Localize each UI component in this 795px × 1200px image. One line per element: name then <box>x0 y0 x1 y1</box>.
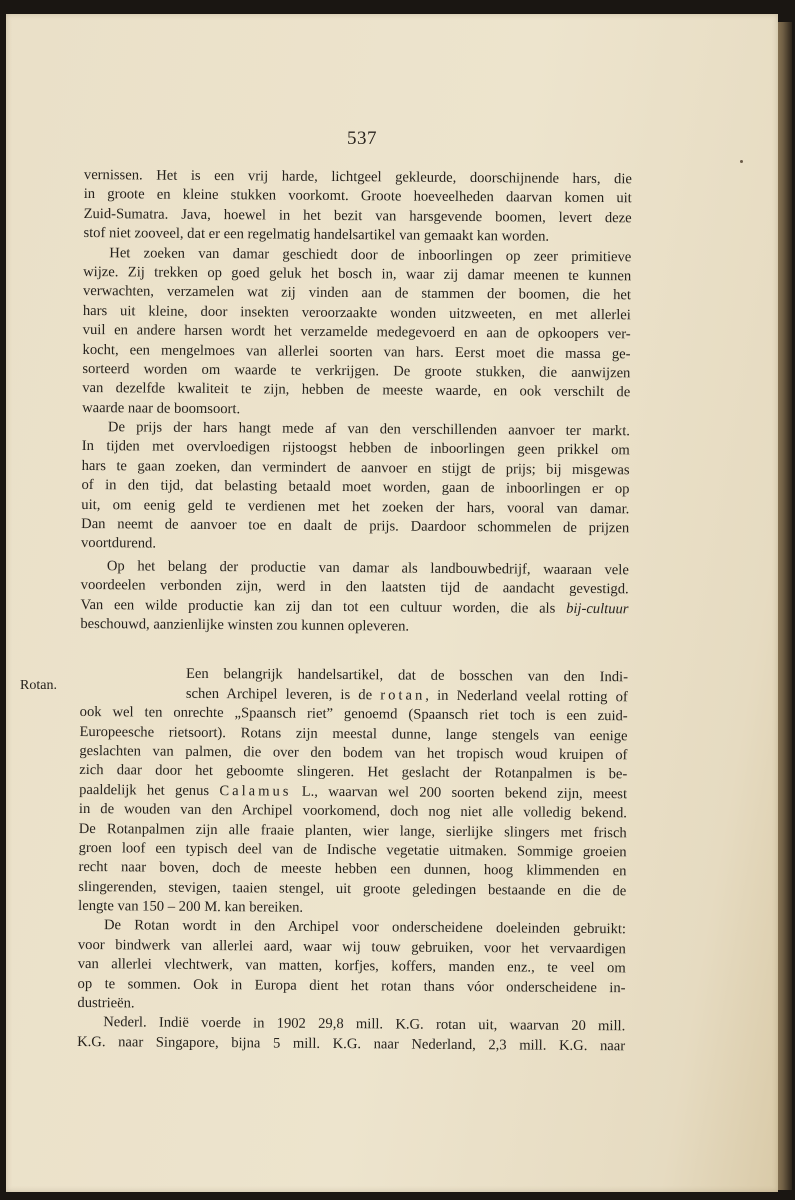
text-line: De Rotan wordt in den Archipel voor onderscheidene doeleinden gebruikt: <box>103 917 627 938</box>
text-line: op te sommen. Ook in Europa dient het rotan thans vóor onderscheidene in- <box>77 975 626 996</box>
text-line: Een belangrijk handelsartikel, dat de bosschen van den Indi- <box>185 666 629 686</box>
text-line: voordeelen verbonden zijn, werd in den laatsten tijd de aandacht gevestigd. <box>80 577 629 598</box>
text-line: lengte van 150 – 200 M. kan bereiken. <box>78 898 304 916</box>
text-line: van dezelfde kwaliteit te zijn, hebben de meeste waarde, en ook verschilt de <box>82 380 631 401</box>
text-line-with-spaced: schen Archipel leveren, is de rotan, in Nederland veelal rotting of <box>185 685 628 706</box>
margin-label-rotan: Rotan. <box>20 678 57 693</box>
paper-speck <box>740 160 743 163</box>
text-line: vuil en andere harsen wordt het verzamelde medegevoerd en aan de opkoopers ver- <box>82 322 631 343</box>
text-line: stof niet zooveel, dat er een regelmatig handelsartikel van gemaakt kan worden. <box>83 225 550 245</box>
text-line: K.G. naar Singapore, bijna 5 mill. K.G. naar Nederland, 2,3 mill. K.G. naar <box>77 1033 626 1055</box>
text-line: beschouwd, aanzienlijke winsten zou kunnen opleveren. <box>80 615 410 635</box>
text-line: groen loof een typisch deel van de Indische vegetatie uitmaken. Sommige groeien <box>78 839 627 861</box>
book-page <box>6 14 778 1192</box>
text-line: Het zoeken van damar geschiedt door de inboorlingen op zeer primitieve <box>109 244 632 265</box>
text-line: De Rotanpalmen zijn alle fraaie planten, wier lange, sierlijke slingers met frisch <box>78 820 627 841</box>
text-line: uit, om eenig geld te verdienen met het zoeken der hars, vooral van damar. <box>81 496 630 517</box>
spaced-term-rotan: rotan <box>380 687 426 704</box>
page-number: 537 <box>347 128 377 149</box>
text-line: Zuid-Sumatra. Java, hoewel in het bezit van harsgevende boomen, levert deze <box>83 205 632 227</box>
spaced-term-calamus: Calamus <box>219 782 292 800</box>
text-line: recht naar boven, doch de meeste hebben een dunnen, hoog klimmenden en <box>78 859 627 880</box>
text-line: kocht, een mengelmoes van allerlei soorten van hars. Eerst moet die massa ge- <box>82 341 631 362</box>
text-line: in de wouden van den Archipel voorkomend, doch nog niet alle volledig bekend. <box>78 801 627 822</box>
text-line: van allerlei vlechtwerk, van matten, korfjes, koffers, manden enz., te veel om <box>77 956 626 977</box>
text-line: Dan neemt de aanvoer toe en daalt de prijs. Daardoor schommelen de prijzen <box>81 516 630 537</box>
text-line: verwachten, verzamelen wat zij vinden aan de stammen der boomen, die het <box>82 283 632 304</box>
text-line: slingerenden, stevigen, taaien stengel, uit groote geledingen bestaande en die de <box>78 878 627 899</box>
text-line: hars te gaan zoeken, dan vermindert de aanvoer en stijgt de prijs; bij misgewas <box>81 457 630 479</box>
text-line: voor bindwerk van allerlei aard, waar wij touw gebruiken, voor het vervaardigen <box>77 936 626 958</box>
text-line: In tijden met overvloedigen rijstoogst hebben de inboorlingen geen prikkel om <box>81 438 630 459</box>
text-line: De prijs der hars hangt mede af van den verschillenden aanvoer ter markt. <box>107 419 630 440</box>
text-line: zich daar door het geboomte slingeren. Het geslacht der Rotanpalmen is be- <box>79 762 628 783</box>
text-line: vernissen. Het is een vrij harde, lichtgeel gekleurde, doorschijnende hars, die <box>83 166 632 188</box>
text-line: of in den tijd, dat belasting betaald moet worden, gaan de inboorlingen er op <box>81 477 630 498</box>
body-text <box>77 166 632 1056</box>
text-line: hars uit kleine, door insekten veroorzaakte wonden uitzweeten, en met allerlei <box>82 302 631 324</box>
text-line: waarde naar de boomsoort. <box>82 399 241 417</box>
text-line: ook wel ten onrechte „Spaansch riet” genoemd (Spaansch riet toch is een zuid- <box>79 704 628 725</box>
text-line: in groote en kleine stukken voorkomt. Groote hoeveelheden daarvan komen uit <box>83 186 632 207</box>
text-line: geslachten van palmen, die over den bodem van het tropisch woud kruipen of <box>79 742 628 764</box>
text-line: voortdurend. <box>80 535 157 552</box>
text-line: Europeesche rietsoort). Rotans zijn meestal dunne, lange stengels van eenige <box>79 723 628 744</box>
text-line-with-italic: Van een wilde productie kan zij dan tot een cultuur worden, die als bij-cultuur <box>80 596 629 617</box>
italic-term-bij-cultuur: bij-cultuur <box>566 600 629 617</box>
text-line: sorteerd worden om waarde te verkrijgen. De groote stukken, die aanwijzen <box>82 360 631 382</box>
text-line: Nederl. Indië voerde in 1902 29,8 mill. K.G. rotan uit, waarvan 20 mill. <box>103 1014 626 1035</box>
text-line: dustrieën. <box>77 994 135 1012</box>
text-line: Op het belang der productie van damar als landbouwbedrijf, waaraan vele <box>106 558 629 579</box>
text-line: wijze. Zij trekken op goed geluk het bosch in, waar zij damar meenen te kunnen <box>83 263 632 285</box>
text-line-with-spaced: paaldelijk het genus Calamus L., waarvan wel 200 soorten bekend zijn, meest <box>79 781 628 803</box>
